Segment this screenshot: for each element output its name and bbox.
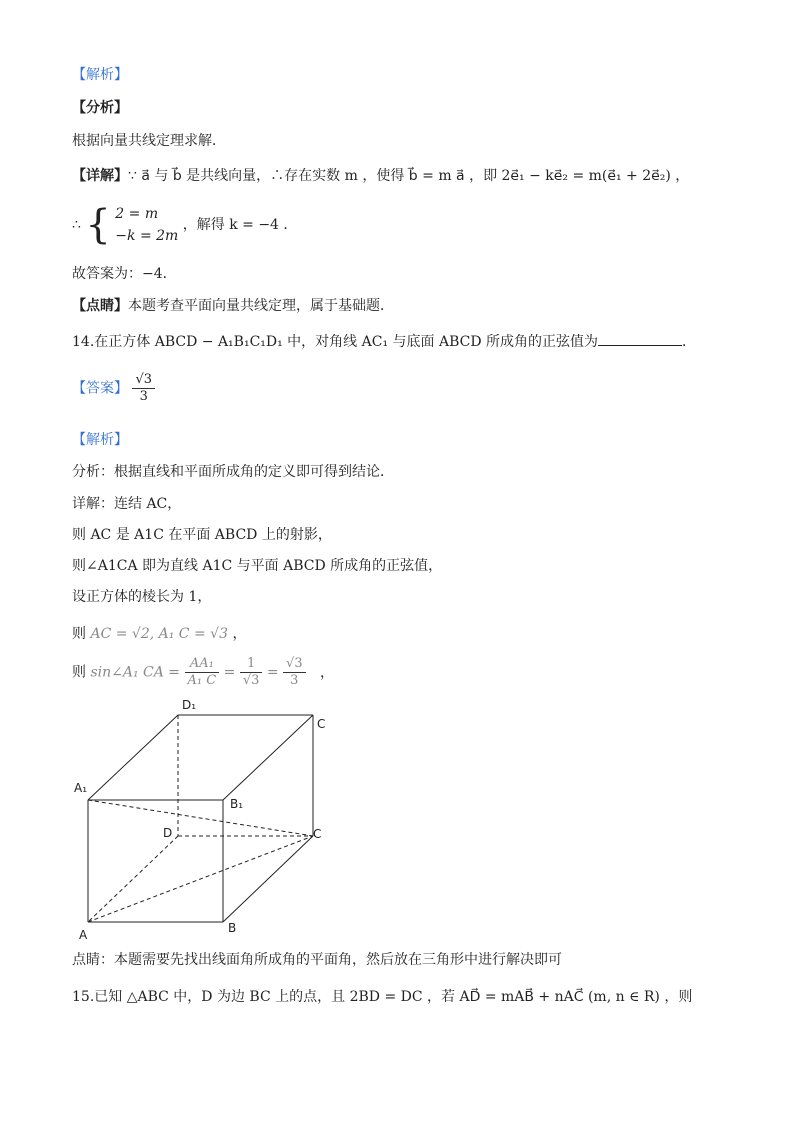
detail-line-3: 则∠A1CA 即为直线 A1C 与平面 ABCD 所成角的正弦值， xyxy=(72,558,443,574)
fraction-2-den: √3 xyxy=(242,673,260,688)
solve-text: ，解得 k = −4 ． xyxy=(182,217,298,233)
answer-tag-14: 【答案】 xyxy=(72,380,128,397)
system-equations xyxy=(115,203,178,247)
equation-1: 2 = m xyxy=(115,206,159,222)
answer-numerator: √3 xyxy=(132,372,155,389)
detail-6-post: ， xyxy=(320,664,335,681)
detail-5-pre: 则 xyxy=(72,626,86,642)
analysis-heading: 【解析】 xyxy=(72,67,128,83)
therefore-symbol: ∴ xyxy=(72,217,81,233)
cube-figure xyxy=(70,694,350,944)
answer-denominator: 3 xyxy=(139,389,148,404)
detail-6-pre: 则 xyxy=(72,664,86,681)
diagonal-a-c xyxy=(88,836,313,922)
equation-2: −k = 2m xyxy=(115,228,179,244)
left-brace: { xyxy=(85,202,111,248)
fraction-1-num: AA₁ xyxy=(185,656,220,673)
fraction-3-num: √3 xyxy=(283,656,306,673)
question-14-text: 14.在正方体 ABCD − A₁B₁C₁D₁ 中，对角线 AC₁ 与底面 ABCD 所成角的正弦值为 xyxy=(72,334,599,350)
edge-c-b xyxy=(223,836,313,922)
label-c-mid: C xyxy=(313,827,322,841)
detail-5-math: AC = √2, A₁ C = √3 xyxy=(90,626,228,642)
comment-text-13: 本题考查平面向量共线定理，属于基础题． xyxy=(128,298,394,314)
fraction-3 xyxy=(283,656,306,689)
edge-c1-b1 xyxy=(223,715,313,800)
label-a: A xyxy=(79,928,88,942)
label-b: B xyxy=(228,921,237,935)
hidden-edge-d-a xyxy=(88,836,178,922)
label-a1: A₁ xyxy=(74,781,88,795)
fraction-3-den: 3 xyxy=(290,673,299,688)
label-d1: D₁ xyxy=(182,698,197,712)
detail-line-1: 详解：连结 AC， xyxy=(72,496,182,512)
comment-line-13 xyxy=(72,296,394,316)
detail-line-6 xyxy=(72,656,334,696)
detail-tag: 【详解】 xyxy=(72,168,128,184)
comment-tag-13: 【点睛】 xyxy=(72,298,128,314)
label-d: D xyxy=(163,826,173,840)
answer-14 xyxy=(72,372,155,416)
fenxi-tag: 【分析】 xyxy=(72,100,128,116)
edge-a1-d1 xyxy=(88,715,178,800)
question-14-end: ． xyxy=(682,334,697,350)
detail-line-4: 设正方体的棱长为 1， xyxy=(72,589,212,605)
fraction-2 xyxy=(240,656,263,689)
question-14 xyxy=(72,331,696,352)
fenxi-text: 根据向量共线定理求解． xyxy=(72,133,226,149)
equals-1: = xyxy=(223,664,236,681)
comment-line-14: 点睛：本题需要先找出线面角所成角的平面角，然后放在三角形中进行解决即可 xyxy=(72,952,562,968)
detail-text: ∵ a⃗ 与 b⃗ 是共线向量，∴存在实数 m ，使得 b⃗ = m a⃗ ，即 2e⃗₁ − ke⃗₂ = m(e⃗₁ + 2e⃗₂) ， xyxy=(128,168,690,184)
fraction-1-den: A₁ C xyxy=(187,673,217,688)
analysis-text-14: 分析：根据直线和平面所成角的定义即可得到结论． xyxy=(72,464,394,480)
detail-line xyxy=(72,166,689,186)
answer-fraction xyxy=(132,372,155,405)
answer-blank xyxy=(598,331,682,346)
question-15: 15.已知 △ABC 中，D 为边 BC 上的点，且 2BD = DC ，若 AD⃗ = mAB⃗ + nAC⃗ (m, n ∈ R) ，则 xyxy=(72,989,693,1005)
label-b1: B₁ xyxy=(230,797,244,811)
equals-2: = xyxy=(266,664,279,681)
answer-line-13: 故答案为：−4． xyxy=(72,266,177,282)
label-c-top: C xyxy=(317,717,326,731)
analysis-heading-14: 【解析】 xyxy=(72,432,128,448)
equation-system xyxy=(72,203,297,251)
detail-5-post: ， xyxy=(232,626,247,642)
detail-line-2: 则 AC 是 A1C 在平面 ABCD 上的射影， xyxy=(72,527,332,543)
fenxi-heading xyxy=(72,98,128,118)
sin-expression: sin∠A₁ CA = xyxy=(90,664,181,681)
diagonal-a1-c xyxy=(88,800,313,836)
fraction-2-num: 1 xyxy=(240,656,263,673)
detail-line-5 xyxy=(72,624,246,644)
fraction-1 xyxy=(185,656,220,689)
